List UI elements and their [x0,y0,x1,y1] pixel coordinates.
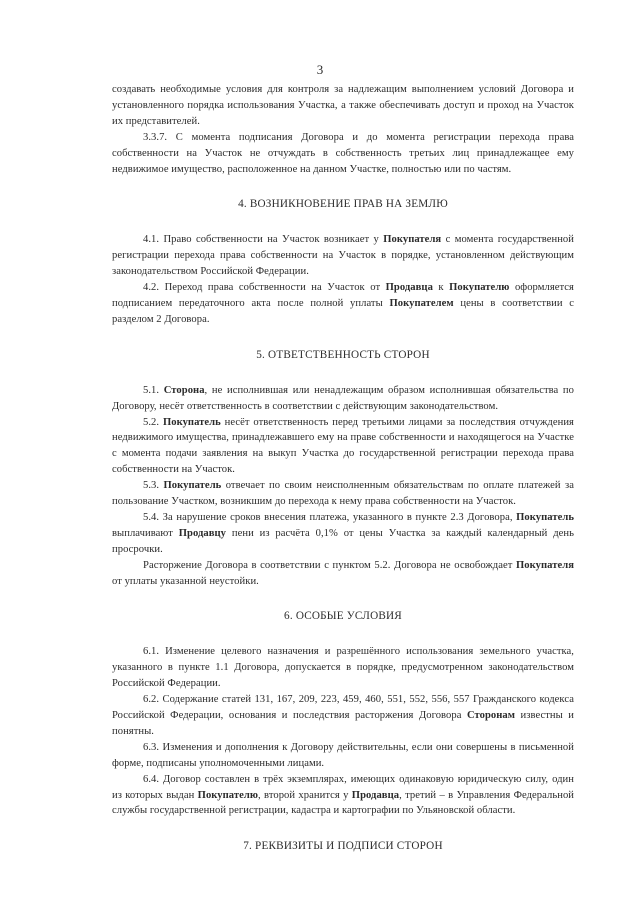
paragraph-5-3: 5.3. Покупатель отвечает по своим неисполненным обязательствам по оплате платежей за пользование Участком, возникшим до перехода к нему права собственности на Участок. [112,480,574,508]
paragraph-6-3: 6.3. Изменения и дополнения к Договору действительны, если они совершены в письменной форме, подписаны уполномоченными лицами. [112,741,574,769]
paragraph-4-1: 4.1. Право собственности на Участок возникает у Покупателя с момента государственной регистрации перехода права собственности на Участок в порядке, установленном действующим законодательством Российской Федерации. [112,234,574,278]
paragraph-6-4: 6.4. Договор составлен в трёх экземплярах, имеющих одинаковую юридическую силу, один из которых выдан Покупателю, второй хранится у Продавца, третий – в Управления Федеральной службы государственной регистрации, кадастра и картографии по Ульяновской области. [112,773,575,817]
page-number: 3 [316,62,324,77]
paragraph-5-1: 5.1. Сторона, не исполнившая или ненадлежащим образом исполнившая обязательства по Договору, несёт ответственность в соответствии с действующим законодательством. [112,384,574,412]
paragraph-6-2: 6.2. Содержание статей 131, 167, 209, 223, 459, 460, 551, 552, 556, 557 Гражданского кодекса Российской Федерации, основания и последствия расторжения Договора Сторонам известны и понятны. [112,694,575,737]
section-5-heading: 5. ОТВЕТСТВЕННОСТЬ СТОРОН [256,348,430,361]
paragraph-4-2: 4.2. Переход права собственности на Участок от Продавца к Покупателю оформляется подписанием передаточного акта после полной уплаты Покупателем цены в соответствии с разделом 2 Договора. [112,282,574,325]
section-4-heading: 4. ВОЗНИКНОВЕНИЕ ПРАВ НА ЗЕМЛЮ [238,198,448,211]
paragraph-5-5: Расторжение Договора в соответствии с пунктом 5.2. Договора не освобождает Покупателя от уплаты указанной неустойки. [112,559,574,587]
paragraph-6-1: 6.1. Изменение целевого назначения и разрешённого использования земельного участка, указанного в пункте 1.1 Договора, допускается в порядке, предусмотренном законодательством Российской Федерации. [112,646,574,690]
paragraph-continuation: создавать необходимые условия для контроля за надлежащим выполнением условий Договора и установленного порядка использования Участка, а также обеспечивать доступ и проход на Участок их представителей. [112,84,574,127]
section-7-heading: 7. РЕКВИЗИТЫ И ПОДПИСИ СТОРОН [243,840,443,853]
paragraph-3-3-7: 3.3.7. С момента подписания Договора и до момента регистрации перехода права собственности на Участок не отчуждать в собственность третьих лиц принадлежащее ему недвижимое имущество, расположенное на данном Участке, полностью или по частям. [112,131,574,175]
section-6-heading: 6. ОСОБЫЕ УСЛОВИЯ [284,610,402,623]
document-body [112,82,574,874]
paragraph-5-2: 5.2. Покупатель несёт ответственность перед третьими лицами за последствия отчуждения недвижимого имущества, принадлежавшего ему на праве собственности и находящегося на Участке с момента подачи заявления на выкуп Участка до государственной регистрации перехода права собственности на Участок. [112,416,574,476]
paragraph-5-4: 5.4. За нарушение сроков внесения платежа, указанного в пункте 2.3 Договора, Покупатель выплачивают Продавцу пени из расчёта 0,1% от цены Участка за каждый календарный день просрочки. [112,511,574,555]
